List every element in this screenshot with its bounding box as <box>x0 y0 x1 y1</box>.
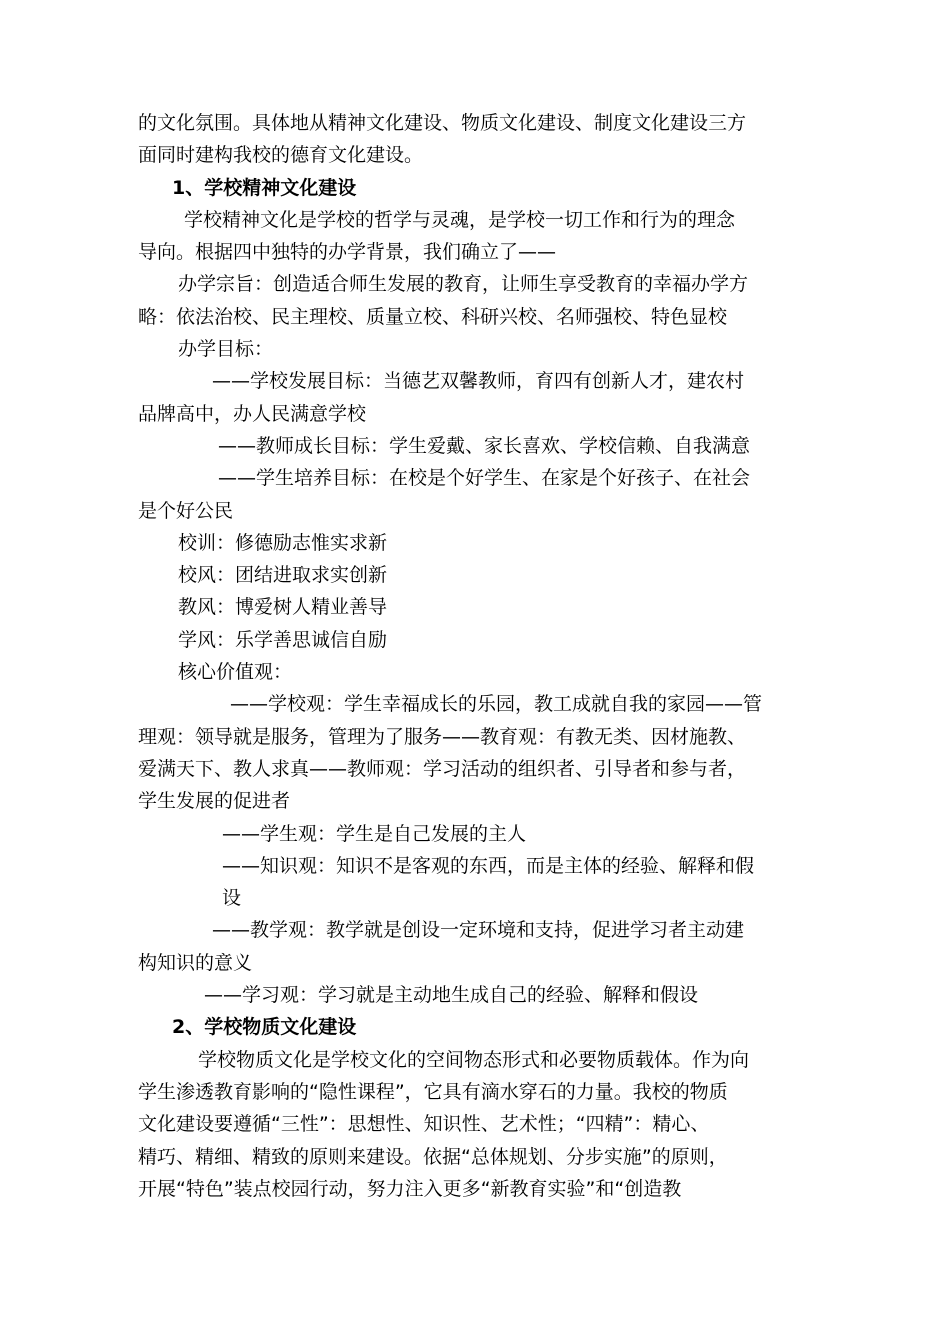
text-line: 精巧、精细、精致的原则来建设。依据“总体规划、分步实施”的原则， <box>138 1145 728 1168</box>
text-line: 设 <box>222 887 242 910</box>
text-line: ——学生培养目标：在校是个好学生、在家是个好孩子、在社会 <box>218 467 751 490</box>
text-line: ——教师成长目标：学生爱戴、家长喜欢、学校信赖、自我满意 <box>218 434 751 457</box>
text-line: 办学宗旨：创造适合师生发展的教育，让师生享受教育的幸福办学方 <box>178 273 749 296</box>
text-line: ——学习观：学习就是主动地生成自己的经验、解释和假设 <box>204 984 699 1007</box>
text-line: 学生发展的促进者 <box>138 790 291 813</box>
text-line: 文化建设要遵循“三性”：思想性、知识性、艺术性；“四精”：精心、 <box>138 1113 710 1136</box>
text-line: 校风：团结进取求实创新 <box>178 564 388 587</box>
text-line: 学风：乐学善思诚信自励 <box>178 628 388 651</box>
text-line: 核心价值观： <box>178 661 293 684</box>
text-line: ——学生观：学生是自己发展的主人 <box>222 822 527 845</box>
text-line: 理观：领导就是服务，管理为了服务——教育观：有教无类、因材施教、 <box>138 725 747 748</box>
text-line: 品牌高中，办人民满意学校 <box>138 402 367 425</box>
text-line: 构知识的意义 <box>138 951 253 974</box>
text-line: ——教学观：教学就是创设一定环境和支持，促进学习者主动建 <box>212 919 745 942</box>
text-line: 校训：修德励志惟实求新 <box>178 531 388 554</box>
text-line: 略：依法治校、民主理校、质量立校、科研兴校、名师强校、特色显校 <box>138 305 728 328</box>
text-line: 学校物质文化是学校文化的空间物态形式和必要物质载体。作为向 <box>198 1048 750 1071</box>
text-line: 学生渗透教育影响的“隐性课程”，它具有滴水穿石的力量。我校的物质 <box>138 1080 728 1103</box>
text-line: 爱满天下、教人求真——教师观：学习活动的组织者、引导者和参与者， <box>138 757 747 780</box>
section-heading: 2、学校物质文化建设 <box>172 1016 357 1039</box>
text-line: 教风：博爱树人精业善导 <box>178 596 388 619</box>
text-line: ——学校发展目标：当德艺双馨教师，育四有创新人才，建农村 <box>212 370 745 393</box>
text-line: 是个好公民 <box>138 499 234 522</box>
text-line: 开展“特色”装点校园行动，努力注入更多“新教育实验”和“创造教 <box>138 1177 682 1200</box>
section-heading: 1、学校精神文化建设 <box>172 176 357 199</box>
text-line: 的文化氛围。具体地从精神文化建设、物质文化建设、制度文化建设三方 <box>138 112 747 134</box>
text-line: ——知识观：知识不是客观的东西，而是主体的经验、解释和假 <box>222 854 755 877</box>
document-page <box>138 107 822 1205</box>
text-line: 学校精神文化是学校的哲学与灵魂，是学校一切工作和行为的理念 <box>184 208 736 231</box>
text-line: 面同时建构我校的德育文化建设。 <box>138 144 424 167</box>
text-line: 办学目标： <box>178 338 274 361</box>
text-line: ——学校观：学生幸福成长的乐园，教工成就自我的家园——管 <box>230 693 763 716</box>
text-line: 导向。根据四中独特的办学背景，我们确立了—— <box>138 241 557 264</box>
